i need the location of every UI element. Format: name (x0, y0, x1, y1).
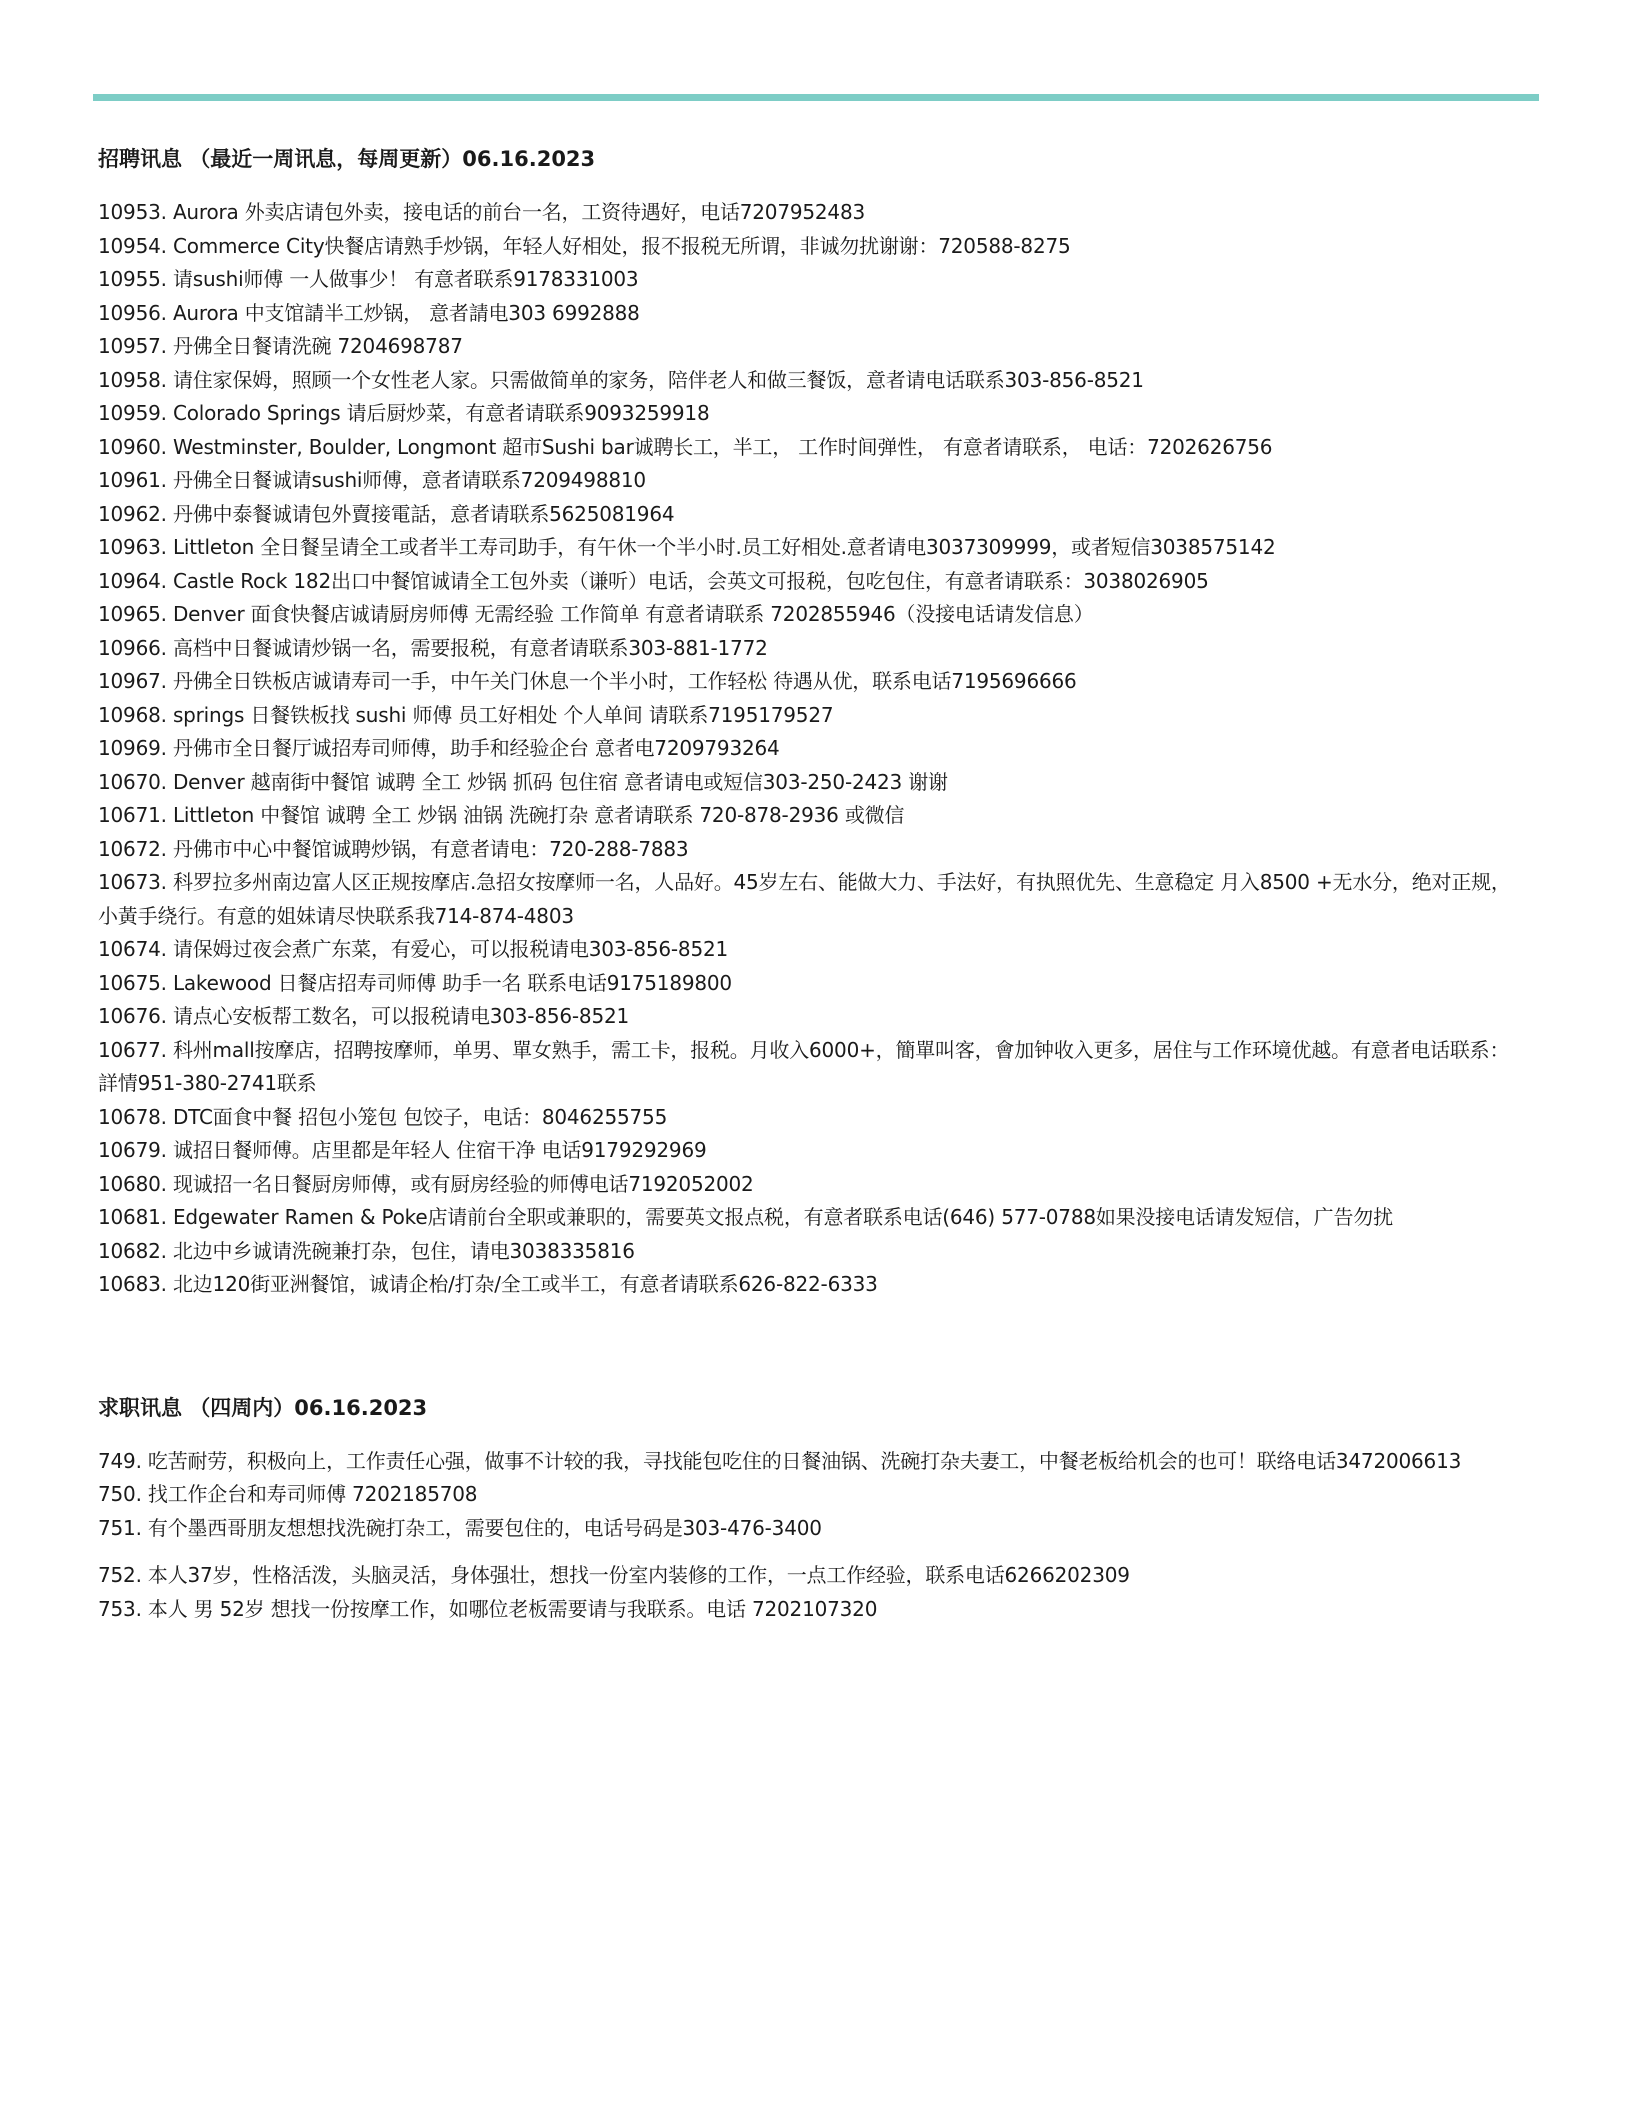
job-listing-10677: 10677. 科州mall按摩店，招聘按摩师，单男、單女熟手，需工卡，报税。月收入6000+，簡單叫客，會加钟收入更多，居住与工作环境优越。有意者电话联系：詳情951-380-2741联系 (98, 1037, 1510, 1095)
job-seeking-heading: 求职讯息 （四周内）06.16.2023 (98, 1395, 428, 1420)
job-listing-10678: 10678. DTC面食中餐 招包小笼包 包饺子，电话：8046255755 (98, 1104, 668, 1129)
job-listing-10968: 10968. springs 日餐铁板找 sushi 师傅 员工好相处 个人单间 请联系7195179527 (98, 702, 834, 727)
job-listing-10966: 10966. 高档中日餐诚请炒锅一名，需要报税，有意者请联系303-881-1772 (98, 635, 768, 660)
job-listings-section (98, 143, 1518, 1302)
job-listing-10963: 10963. Littleton 全日餐呈请全工或者半工寿司助手，有午休一个半小时.员工好相处.意者请电3037309999，或者短信3038575142 (98, 535, 1276, 559)
job-listing-10670: 10670. Denver 越南街中餐馆 诚聘 全工 炒锅 抓码 包住宿 意者请电或短信303-250-2423 谢谢 (98, 769, 948, 794)
seeking-listing-750: 750. 找工作企台和寿司师傅 7202185708 (98, 1482, 478, 1506)
seeking-listing-751: 751. 有个墨西哥朋友想想找洗碗打杂工，需要包住的，电话号码是303-476-3400 (98, 1515, 822, 1540)
job-listing-10673: 10673. 科罗拉多州南边富人区正规按摩店.急招女按摩师一名，人品好。45岁左右、能做大力、手法好，有执照优先、生意稳定 月入8500 +无水分，绝对正规，小黃手绕行。有意的姐妹请尽快联系我714-874-4803 (98, 870, 1511, 928)
seeking-listing-752: 752. 本人37岁，性格活泼，头脑灵活，身体强壮，想找一份室内装修的工作，一点工作经验，联系电话6266202309 (98, 1563, 1130, 1587)
job-listing-10965: 10965. Denver 面食快餐店诚请厨房师傅 无需经验 工作简单 有意者请联系 7202855946（没接电话请发信息） (98, 602, 1094, 626)
job-listing-10675: 10675. Lakewood 日餐店招寿司师傅 助手一名 联系电话9175189800 (98, 970, 732, 995)
job-listing-10680: 10680. 现诚招一名日餐厨房师傅，或有厨房经验的师傅电话7192052002 (98, 1171, 754, 1196)
job-listing-10672: 10672. 丹佛市中心中餐馆诚聘炒锅，有意者请电：720-288-7883 (98, 836, 689, 861)
seeking-listing-753: 753. 本人 男 52岁 想找一份按摩工作，如哪位老板需要请与我联系。电话 7202107320 (98, 1596, 878, 1621)
job-listing-10679: 10679. 诚招日餐师傅。店里都是年轻人 住宿干净 电话9179292969 (98, 1138, 707, 1162)
job-listing-10969: 10969. 丹佛市全日餐厅诚招寿司师傅，助手和经验企台 意者电7209793264 (98, 736, 780, 760)
job-listing-10674: 10674. 请保姆过夜会煮广东菜，有爱心，可以报税请电303-856-8521 (98, 937, 729, 961)
page-content (98, 143, 1518, 1626)
job-listing-10953: 10953. Aurora 外卖店请包外卖，接电话的前台一名，工资待遇好，电话7207952483 (98, 200, 865, 224)
job-listing-10676: 10676. 请点心安板帮工数名，可以报税请电303-856-8521 (98, 1004, 630, 1028)
seeking-listing-749: 749. 吃苦耐劳，积极向上，工作责任心强，做事不计较的我，寻找能包吃住的日餐油锅、洗碗打杂夫妻工，中餐老板给机会的也可！联络电话3472006613 (98, 1448, 1462, 1473)
job-listing-10955: 10955. 请sushi师傅 一人做事少！ 有意者联系9178331003 (98, 267, 639, 291)
job-listing-10683: 10683. 北边120街亚洲餐馆，诚请企枱/打杂/全工或半工，有意者请联系626-822-6333 (98, 1272, 878, 1296)
job-listing-10964: 10964. Castle Rock 182出口中餐馆诚请全工包外卖（谦听）电话，会英文可报税，包吃包住，有意者请联系：3038026905 (98, 568, 1209, 593)
top-divider (93, 94, 1539, 101)
job-listing-10681: 10681. Edgewater Ramen & Poke店请前台全职或兼职的，需要英文报点税，有意者联系电话(646) 577-0788如果没接电话请发短信，广告勿扰 (98, 1205, 1393, 1229)
job-seeking-section (98, 1392, 1518, 1627)
job-listing-10967: 10967. 丹佛全日铁板店诚请寿司一手，中午关门休息一个半小时，工作轻松 待遇从优，联系电话7195696666 (98, 669, 1077, 693)
job-listing-10961: 10961. 丹佛全日餐诚请sushi师傅，意者请联系7209498810 (98, 468, 646, 492)
job-listing-10956: 10956. Aurora 中支馆請半工炒锅， 意者請电303 6992888 (98, 300, 640, 325)
job-listings-list (98, 196, 1518, 1302)
job-listing-10960: 10960. Westminster, Boulder, Longmont 超市Sushi bar诚聘长工，半工， 工作时间弹性， 有意者请联系， 电话：7202626756 (98, 434, 1273, 459)
job-listing-10671: 10671. Littleton 中餐馆 诚聘 全工 炒锅 油锅 洗碗打杂 意者请联系 720-878-2936 或微信 (98, 803, 905, 827)
job-listing-10954: 10954. Commerce City快餐店请熟手炒锅，年轻人好相处，报不报税无所谓，非诚勿扰谢谢：720588-8275 (98, 233, 1071, 258)
job-listings-heading: 招聘讯息 （最近一周讯息，每周更新）06.16.2023 (98, 147, 596, 171)
job-listing-10959: 10959. Colorado Springs 请后厨炒菜，有意者请联系9093259918 (98, 401, 710, 425)
job-listing-10682: 10682. 北边中乡诚请洗碗兼打杂，包住，请电3038335816 (98, 1238, 635, 1263)
job-listing-10958: 10958. 请住家保姆，照顾一个女性老人家。只需做简单的家务，陪伴老人和做三餐饭，意者请电话联系303-856-8521 (98, 367, 1144, 392)
job-seeking-list (98, 1445, 1518, 1627)
job-listing-10957: 10957. 丹佛全日餐请洗碗 7204698787 (98, 334, 463, 358)
job-listing-10962: 10962. 丹佛中泰餐诚请包外賣接電話，意者请联系5625081964 (98, 501, 675, 526)
